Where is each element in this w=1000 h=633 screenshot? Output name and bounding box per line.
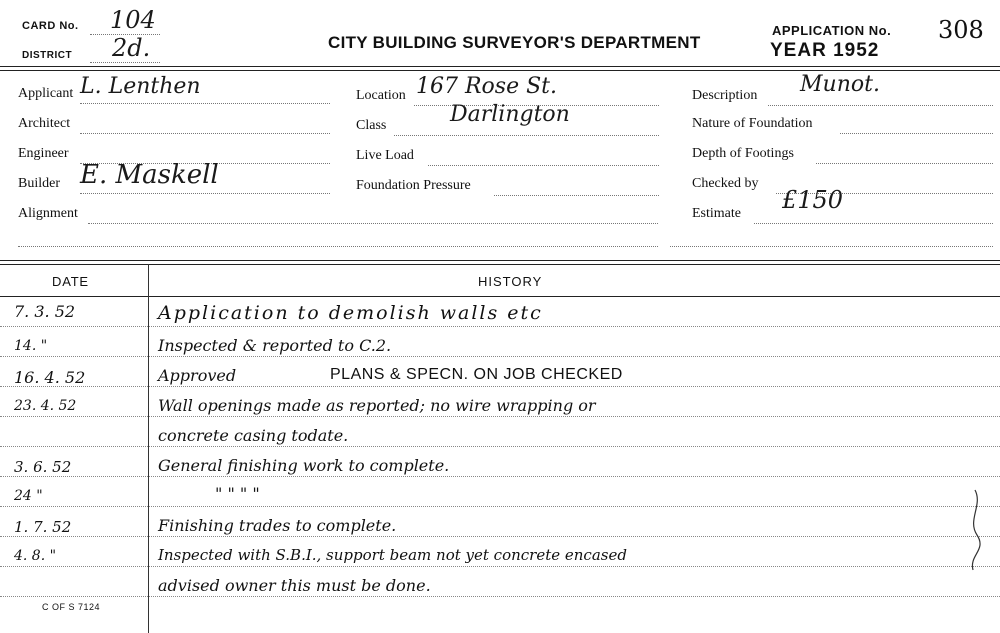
- form-code: C OF S 7124: [42, 602, 101, 612]
- history-entry: General finishing work to complete.: [158, 456, 450, 475]
- description-line: [768, 105, 993, 106]
- history-date: 14. ": [14, 338, 48, 354]
- estimate-line: [754, 223, 993, 224]
- row-line: [0, 476, 1000, 477]
- row-line: [0, 506, 1000, 507]
- nature-line: [840, 133, 993, 134]
- description-label: Description: [692, 88, 758, 103]
- builder-value: E. Maskell: [80, 160, 219, 190]
- card-no-label: CARD No.: [22, 20, 79, 32]
- application-number: 308: [938, 16, 984, 44]
- location-value: 167 Rose St.: [416, 74, 558, 99]
- history-entry: Inspected with S.B.I., support beam not yet concrete encased: [158, 546, 627, 564]
- description-value: Munot.: [800, 72, 880, 97]
- district-line: [90, 62, 160, 63]
- row-line: [0, 536, 1000, 537]
- location-label: Location: [356, 88, 406, 103]
- stamp-plans-checked: PLANS & SPECN. ON JOB CHECKED: [330, 366, 623, 383]
- table-rule-top-1: [0, 260, 1000, 261]
- extra-line-right: [670, 246, 993, 247]
- estimate-value: £150: [782, 186, 844, 214]
- history-date: 24 ": [14, 488, 43, 504]
- history-date: 3. 6. 52: [14, 458, 72, 476]
- history-entry: Finishing trades to complete.: [158, 516, 397, 535]
- depth-label: Depth of Footings: [692, 146, 794, 161]
- class-label: Class: [356, 118, 387, 133]
- header-rule-1: [0, 66, 1000, 67]
- applicant-line: [80, 103, 330, 104]
- pen-mark: [955, 485, 995, 575]
- card-no-value: 104: [110, 6, 156, 34]
- district-label: DISTRICT: [22, 50, 73, 61]
- history-entry: Application to demolish walls etc: [158, 302, 543, 324]
- history-entry: concrete casing todate.: [158, 426, 349, 445]
- row-line: [0, 326, 1000, 327]
- history-entry: Approved: [158, 366, 237, 385]
- date-header: DATE: [52, 274, 89, 289]
- architect-line: [80, 133, 330, 134]
- nature-label: Nature of Foundation: [692, 116, 813, 131]
- applicant-label: Applicant: [18, 86, 74, 101]
- history-date: 7. 3. 52: [14, 302, 76, 321]
- table-rule-top-2: [0, 264, 1000, 265]
- application-label: APPLICATION No.: [772, 23, 892, 38]
- engineer-label: Engineer: [18, 146, 69, 161]
- class-line: [394, 135, 659, 136]
- department-title: CITY BUILDING SURVEYOR'S DEPARTMENT: [328, 33, 701, 52]
- header-rule-2: [0, 70, 1000, 71]
- architect-label: Architect: [18, 116, 71, 131]
- estimate-label: Estimate: [692, 206, 741, 221]
- live-load-line: [428, 165, 659, 166]
- history-date: 16. 4. 52: [14, 368, 86, 387]
- row-line: [0, 446, 1000, 447]
- table-header-rule: [0, 296, 1000, 297]
- district-value: 2d.: [112, 34, 151, 62]
- builder-label: Builder: [18, 176, 60, 191]
- depth-line: [816, 163, 993, 164]
- row-line: [0, 596, 1000, 597]
- history-date: 23. 4. 52: [14, 398, 77, 414]
- row-line: [0, 356, 1000, 357]
- class-value: Darlington: [450, 102, 570, 127]
- alignment-line: [88, 223, 658, 224]
- extra-line: [18, 246, 658, 247]
- alignment-label: Alignment: [18, 206, 78, 221]
- foundation-pressure-label: Foundation Pressure: [356, 178, 471, 193]
- live-load-label: Live Load: [356, 148, 414, 163]
- row-line: [0, 566, 1000, 567]
- builder-line: [80, 193, 330, 194]
- history-entry: advised owner this must be done.: [158, 576, 431, 595]
- history-header: HISTORY: [478, 274, 543, 289]
- history-entry: Wall openings made as reported; no wire wrapping or: [158, 396, 596, 415]
- history-date: 4. 8. ": [14, 548, 57, 564]
- row-line: [0, 416, 1000, 417]
- history-entry: Inspected & reported to C.2.: [158, 336, 392, 355]
- history-date: 1. 7. 52: [14, 518, 72, 536]
- applicant-value: L. Lenthen: [80, 74, 201, 99]
- checked-label: Checked by: [692, 176, 759, 191]
- history-entry: " " " ": [215, 484, 260, 503]
- foundation-pressure-line: [494, 195, 659, 196]
- column-divider: [148, 264, 149, 633]
- year-label: YEAR 1952: [770, 40, 880, 61]
- row-line: [0, 386, 1000, 387]
